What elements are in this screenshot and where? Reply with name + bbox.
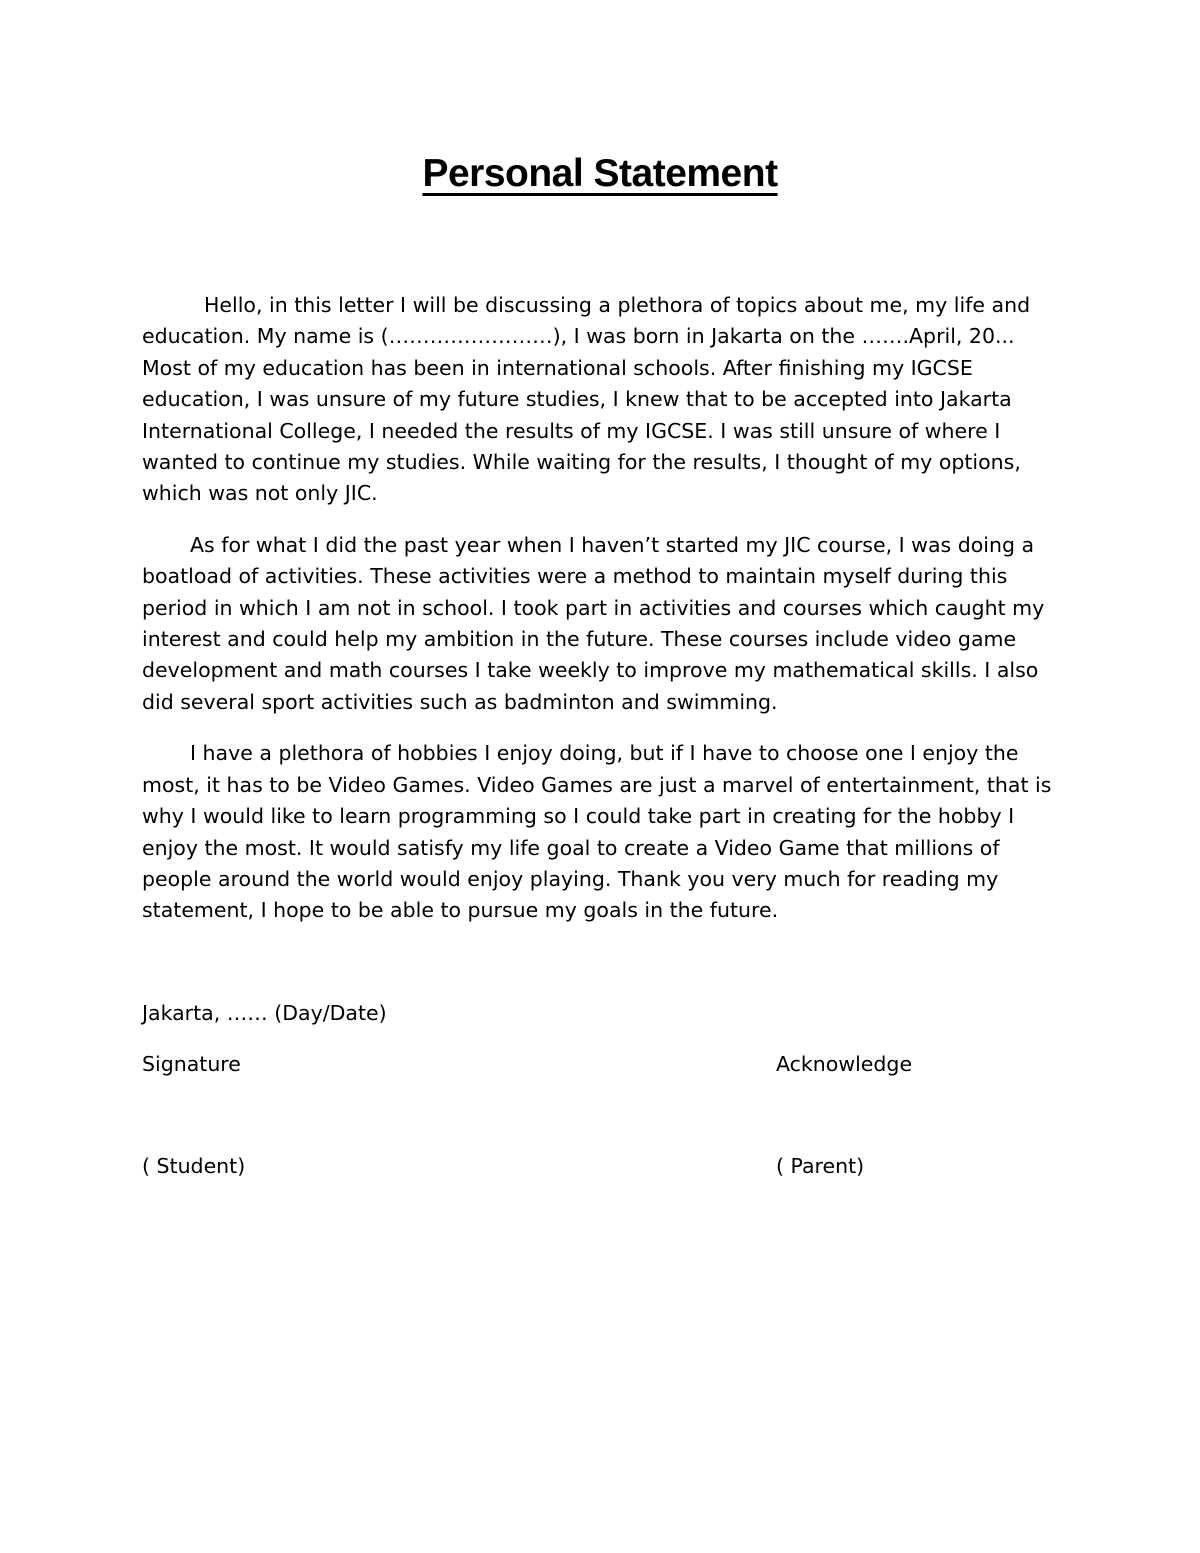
student-label: ( Student) xyxy=(142,1154,246,1178)
paragraph-hobbies: I have a plethora of hobbies I enjoy doing, but if I have to choose one I enjoy the most, it has to be Video Games. Video Games are just a marvel of entertainment, that is why I would like to learn programming so I could take part in creating for the hobby I enjoy the most. It would satisfy my life goal to create a Video Game that millions of people around the world would enjoy playing. Thank you very much for reading my statement, I hope to be able to pursue my goals in the future. xyxy=(142,741,1052,923)
statement-body xyxy=(142,290,1066,927)
document-title xyxy=(0,148,1200,200)
paragraph-intro: Hello, in this letter I will be discussing a plethora of topics about me, my life and education. My name is (……………………), I was born in Jakarta on the …….April, 20... Most of my education has been in international schools. After finishing my IGCSE education, I was unsure of my future studies, I knew that to be accepted into Jakarta International College, I needed the results of my IGCSE. I was still unsure of where I wanted to continue my studies. While waiting for the results, I thought of my options, which was not only JIC. xyxy=(142,293,1031,506)
signature-label: Signature xyxy=(142,1052,241,1076)
place-date-line: Jakarta, …… (Day/Date) xyxy=(142,1001,387,1025)
acknowledge-label: Acknowledge xyxy=(776,1052,913,1076)
paragraph-activities: As for what I did the past year when I haven’t started my JIC course, I was doing a boatload of activities. These activities were a method to maintain myself during this period in which I am not in school. I took part in activities and courses which caught my interest and could help my ambition in the future. These courses include video game development and math courses I take weekly to improve my mathematical skills. I also did several sport activities such as badminton and swimming. xyxy=(142,532,1045,714)
parent-label: ( Parent) xyxy=(776,1154,865,1178)
document-title-text: Personal Statement xyxy=(422,152,778,195)
